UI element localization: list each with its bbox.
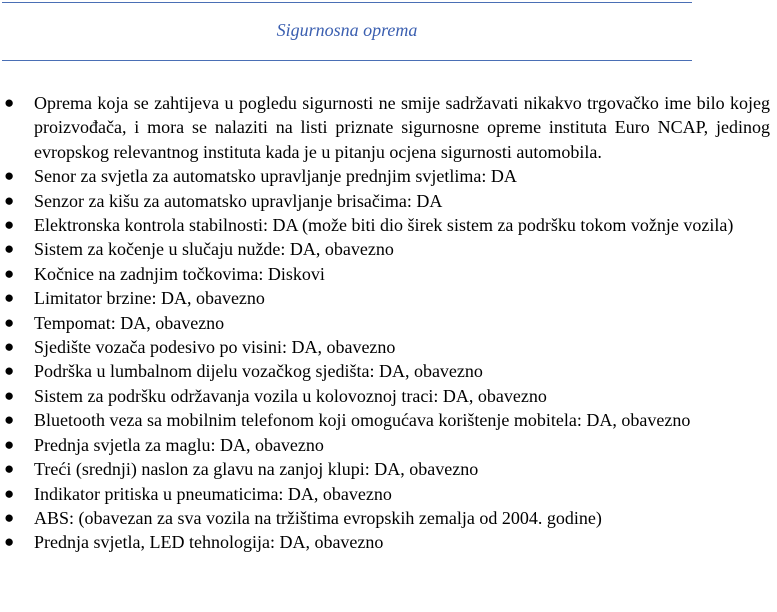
bullet-icon: ●: [4, 385, 15, 405]
list-item-text: Indikator pritiska u pneumaticima: DA, obavezno: [34, 483, 392, 504]
list-item-text: Elektronska kontrola stabilnosti: DA (može biti dio širek sistem za podršku tokom vožnje vozila): [34, 215, 734, 236]
list-item: [0, 457, 770, 481]
list-item: [0, 189, 770, 213]
list-item: [0, 164, 770, 188]
bullet-icon: ●: [4, 190, 15, 210]
list-item: [0, 311, 770, 335]
top-rule: [2, 2, 692, 3]
bullet-icon: ●: [4, 93, 15, 112]
bottom-rule: [2, 60, 692, 61]
list-item-text: Senor za svjetla za automatsko upravljanje prednjim svjetlima: DA: [34, 166, 517, 187]
bullet-icon: ●: [4, 337, 15, 357]
bullet-icon: ●: [4, 166, 15, 186]
list-item-text: Prednja svjetla, LED tehnologija: DA, obavezno: [34, 532, 384, 553]
list-item: [0, 530, 770, 554]
bullet-icon: ●: [4, 239, 15, 259]
list-item: [0, 237, 770, 261]
list-item-text: Podrška u lumbalnom dijelu vozačkog sjedišta: DA, obavezno: [34, 361, 483, 382]
list-item-text: Sistem za kočenje u slučaju nužde: DA, obavezno: [34, 239, 394, 260]
list-item: [0, 482, 770, 506]
list-item-text: Oprema koja se zahtijeva u pogledu sigurnosti ne smije sadržavati nikakvo trgovačko ime bilo kojeg proizvođača, i mora se nalaziti na listi priznate sigurnosne opreme instituta Euro NCAP, jedinog evropskog relevantnog instituta kada je u pitanju ocjena sigurnosti automobila.: [34, 93, 770, 162]
list-item: [0, 433, 770, 457]
bullet-icon: ●: [4, 288, 15, 308]
list-item: [0, 286, 770, 310]
bullet-icon: ●: [4, 434, 15, 454]
bullet-icon: ●: [4, 483, 15, 503]
bullet-icon: ●: [4, 215, 15, 235]
list-item: [0, 213, 770, 237]
bullet-icon: ●: [4, 532, 15, 552]
bullet-icon: ●: [4, 263, 15, 283]
list-item-text: Limitator brzine: DA, obavezno: [34, 288, 265, 309]
list-item: [0, 384, 770, 408]
list-item-text: Prednja svjetla za maglu: DA, obavezno: [34, 434, 324, 455]
bullet-icon: ●: [4, 312, 15, 332]
bullet-icon: ●: [4, 410, 15, 430]
bullet-icon: ●: [4, 507, 15, 527]
list-item-text: Kočnice na zadnjim točkovima: Diskovi: [34, 263, 325, 284]
list-item: [0, 335, 770, 359]
list-item: [0, 359, 770, 383]
list-item-text: Bluetooth veza sa mobilnim telefonom koji omogućava korištenje mobitela: DA, obavezno: [34, 410, 691, 431]
list-item-text: Treći (srednji) naslon za glavu na zanjoj klupi: DA, obavezno: [34, 459, 479, 480]
list-item-text: Sistem za podršku održavanja vozila u kolovoznoj traci: DA, obavezno: [34, 385, 547, 406]
list-item-text: Sjedište vozača podesivo po visini: DA, obavezno: [34, 337, 396, 358]
list-item: [0, 91, 770, 164]
bullet-icon: ●: [4, 361, 15, 381]
equipment-list: [0, 91, 770, 555]
list-item: [0, 506, 770, 530]
section-heading: Sigurnosna oprema: [276, 20, 418, 40]
bullet-icon: ●: [4, 459, 15, 479]
list-item: [0, 262, 770, 286]
list-item-text: Senzor za kišu za automatsko upravljanje brisačima: DA: [34, 190, 443, 211]
list-item-text: Tempomat: DA, obavezno: [34, 312, 225, 333]
list-item-text: ABS: (obavezan za sva vozila na tržištima evropskih zemalja od 2004. godine): [34, 507, 602, 528]
list-item: [0, 408, 770, 432]
